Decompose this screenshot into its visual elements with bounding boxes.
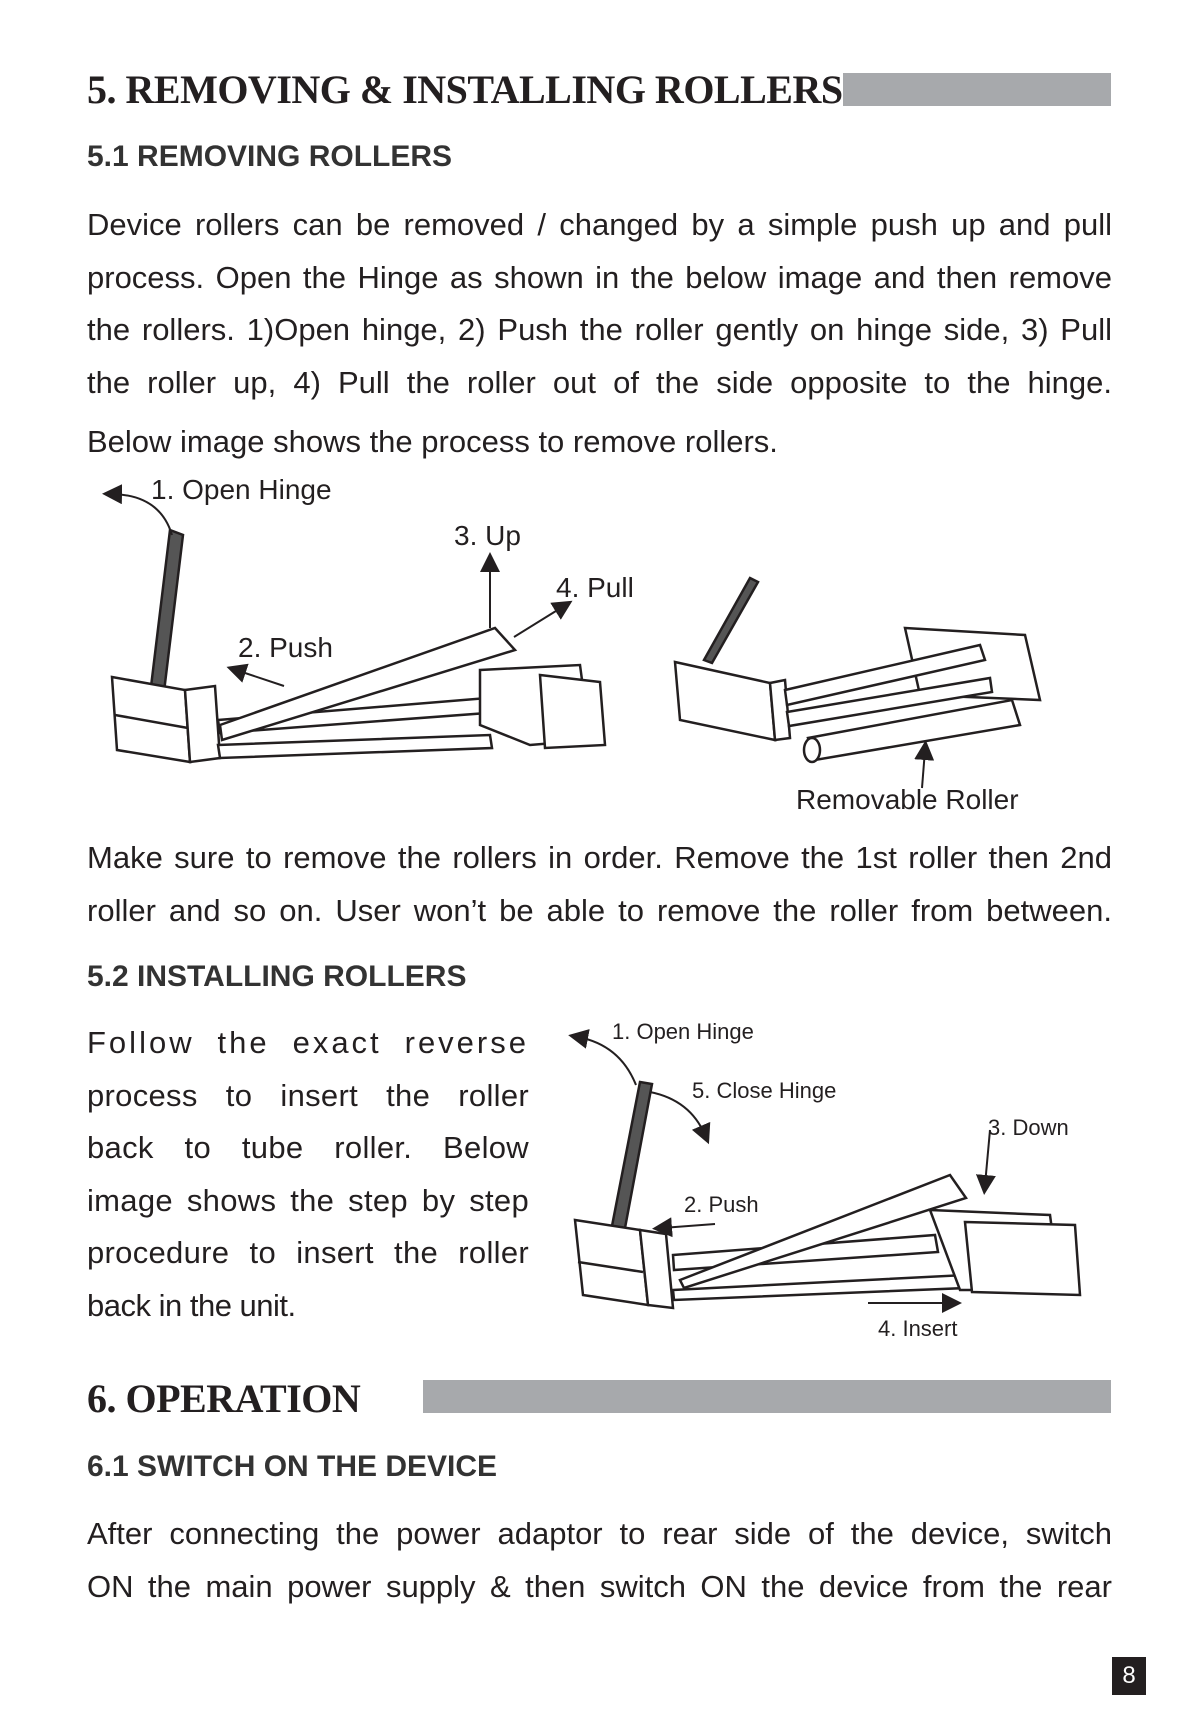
- text-line: image shows the step by step: [87, 1182, 529, 1218]
- label-up: 3. Up: [454, 520, 521, 551]
- page-number: 8: [1112, 1657, 1146, 1695]
- text-line: process to insert the roller: [87, 1077, 529, 1113]
- label-open-hinge: 1. Open Hinge: [612, 1019, 754, 1044]
- section-6-title-bar: [423, 1380, 1111, 1413]
- section-5-title: 5. REMOVING & INSTALLING ROLLERS: [87, 67, 843, 112]
- text-line: roller and so on. User won’t be able to remove the roller from between.: [87, 892, 1112, 928]
- label-push: 2. Push: [238, 632, 333, 663]
- label-down: 3. Down: [988, 1115, 1069, 1140]
- text-line: Follow the exact reverse: [87, 1025, 529, 1060]
- label-open-hinge: 1. Open Hinge: [151, 474, 332, 505]
- text-line: ON the main power supply & then switch ON the device from the rear: [87, 1568, 1112, 1604]
- figure-intro: Below image shows the process to remove rollers.: [87, 424, 778, 459]
- text-line: back to tube roller. Below: [87, 1130, 529, 1165]
- section-5-2-heading: 5.2 INSTALLING ROLLERS: [87, 960, 467, 993]
- text-line: the roller up, 4) Pull the roller out of the side opposite to the hinge.: [87, 364, 1112, 400]
- text-line: After connecting the power adaptor to rear side of the device, switch: [87, 1516, 1112, 1551]
- section-5-1-heading: 5.1 REMOVING ROLLERS: [87, 140, 453, 173]
- label-push: 2. Push: [684, 1192, 759, 1217]
- label-close-hinge: 5. Close Hinge: [692, 1078, 837, 1103]
- section-6-1-heading: 6.1 SWITCH ON THE DEVICE: [87, 1450, 498, 1483]
- label-insert: 4. Insert: [878, 1316, 958, 1341]
- text-line: procedure to insert the roller: [87, 1235, 529, 1270]
- text-line: process. Open the Hinge as shown in the below image and then remove: [87, 259, 1112, 295]
- text-line: Device rollers can be removed / changed by a simple push up and pull: [87, 207, 1112, 242]
- section-6-title: 6. OPERATION: [87, 1376, 361, 1421]
- text-line: Make sure to remove the rollers in order. Remove the 1st roller then 2nd: [87, 840, 1112, 875]
- label-removable-roller: Removable Roller: [796, 784, 1019, 815]
- switch-on-paragraph: [87, 1508, 1112, 1613]
- text-line: the rollers. 1)Open hinge, 2) Push the roller gently on hinge side, 3) Pull: [87, 312, 1112, 347]
- label-pull: 4. Pull: [556, 572, 634, 603]
- text-line: back in the unit.: [87, 1287, 296, 1323]
